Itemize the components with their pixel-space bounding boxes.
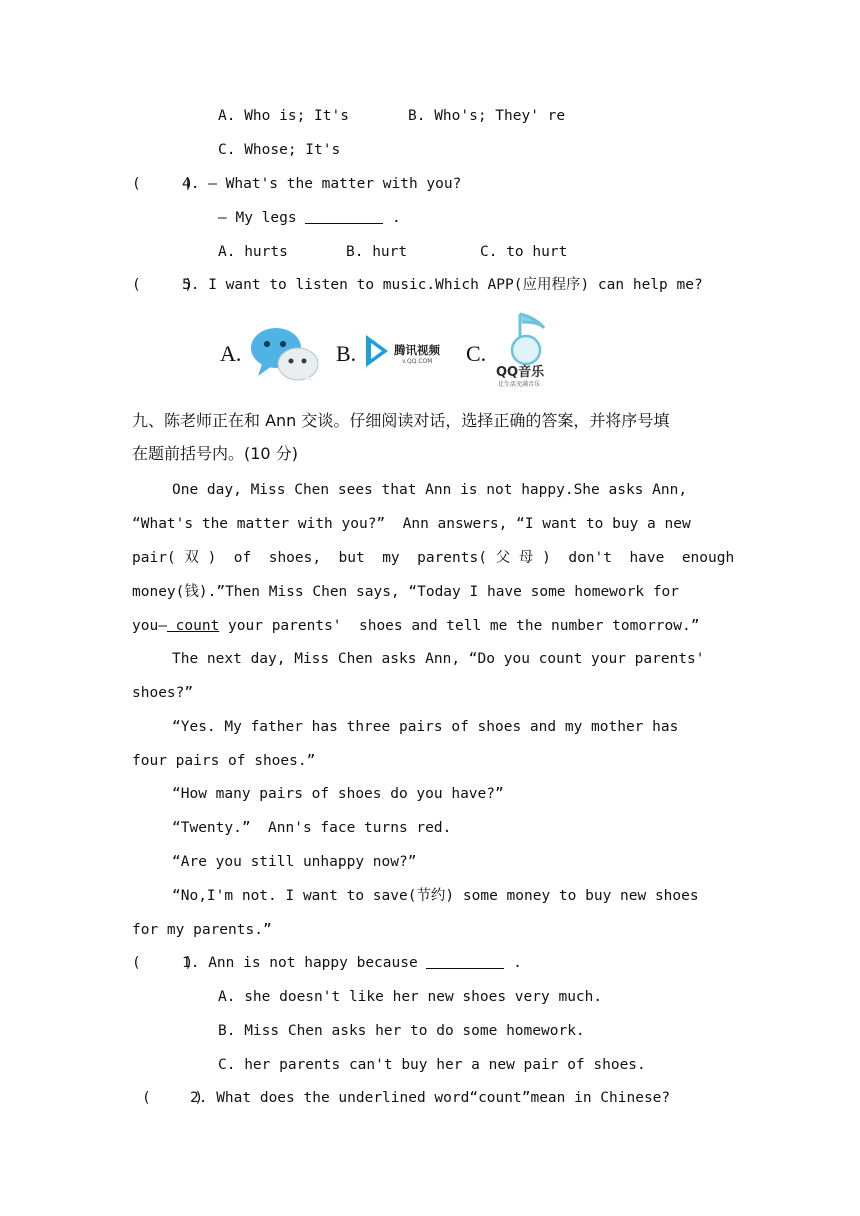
r1-option-b: B. Miss Chen asks her to do some homework.: [218, 1023, 585, 1039]
q4-answer-prefix: — My legs: [218, 210, 297, 226]
tencent-video-logo-text: 腾讯视频: [394, 343, 440, 357]
q3-option-c: C. Whose; It's: [218, 142, 341, 158]
wechat-icon: [248, 326, 324, 382]
qq-music-logo-text: QQ音乐: [496, 365, 545, 380]
q5-question: 5. I want to listen to music.Which APP(应用程序) can help me?: [182, 277, 703, 293]
passage-line-13: “No,I'm not. I want to save(节约) some money to buy new shoes: [172, 888, 699, 904]
r1-option-c: C. her parents can't buy her a new pair of shoes.: [218, 1057, 646, 1073]
passage-line-14: for my parents.”: [132, 922, 272, 938]
passage-line-11: “Twenty.” Ann's face turns red.: [172, 820, 452, 836]
q4-answer-paren[interactable]: ( ): [132, 176, 194, 192]
passage-line-8: “Yes. My father has three pairs of shoes and my mother has: [172, 719, 679, 735]
r1-answer-paren[interactable]: ( ): [132, 955, 194, 971]
passage-line-6: The next day, Miss Chen asks Ann, “Do you count your parents': [172, 651, 705, 667]
q4-question: 4. — What's the matter with you?: [182, 176, 462, 192]
r1-question: 1. Ann is not happy because: [182, 955, 418, 971]
section-9-heading-line2: 在题前括号内。(10 分): [132, 444, 298, 463]
q4-option-c: C. to hurt: [480, 244, 568, 260]
tencent-video-icon: [364, 333, 454, 371]
r2-answer-paren[interactable]: ( ): [142, 1090, 204, 1106]
section-9-heading-line1: 九、陈老师正在和 Ann 交谈。仔细阅读对话，选择正确的答案，并将序号填: [132, 411, 670, 430]
qq-music-icon: [506, 310, 550, 366]
tencent-video-play-icon: [364, 333, 390, 369]
q5-option-c-letter: C.: [466, 341, 487, 366]
r1-question-line: 1. Ann is not happy because .: [182, 955, 522, 971]
q5-option-a-letter: A.: [220, 341, 242, 366]
q4-answer-suffix: .: [392, 210, 401, 226]
passage-line-9: four pairs of shoes.”: [132, 753, 316, 769]
tencent-video-logo-sub: v.QQ.COM: [402, 358, 433, 365]
r1-blank[interactable]: [426, 954, 504, 969]
r2-question: 2. What does the underlined word“count”mean in Chinese?: [190, 1090, 671, 1106]
passage-line-12: “Are you still unhappy now?”: [172, 854, 417, 870]
q5-answer-paren[interactable]: ( ): [132, 277, 194, 293]
q3-option-b: B. Who's; They' re: [408, 108, 566, 124]
passage-line-3: pair( 双 ) of shoes, but my parents( 父 母 ) don't have enough: [132, 550, 735, 566]
q4-option-a: A. hurts: [218, 244, 288, 260]
passage-line-7: shoes?”: [132, 685, 194, 701]
passage-line-5: you— count your parents' shoes and tell me the number tomorrow.”: [132, 618, 700, 634]
passage-line-4: money(钱).”Then Miss Chen says, “Today I have some homework for: [132, 584, 680, 600]
q4-blank[interactable]: [305, 209, 383, 224]
q5-option-b-letter: B.: [336, 341, 357, 366]
q4-answer-line: [218, 208, 401, 228]
underlined-word-count: count: [166, 618, 220, 634]
r1-option-a: A. she doesn't like her new shoes very much.: [218, 989, 603, 1005]
passage-line-2: “What's the matter with you?” Ann answers, “I want to buy a new: [132, 516, 691, 532]
q3-option-a: A. Who is; It's: [218, 108, 349, 124]
q4-option-b: B. hurt: [346, 244, 408, 260]
passage-line-1: One day, Miss Chen sees that Ann is not happy.She asks Ann,: [172, 482, 688, 498]
qq-music-logo-sub: 让生活充满音乐: [498, 381, 541, 388]
passage-line-10: “How many pairs of shoes do you have?”: [172, 786, 504, 802]
